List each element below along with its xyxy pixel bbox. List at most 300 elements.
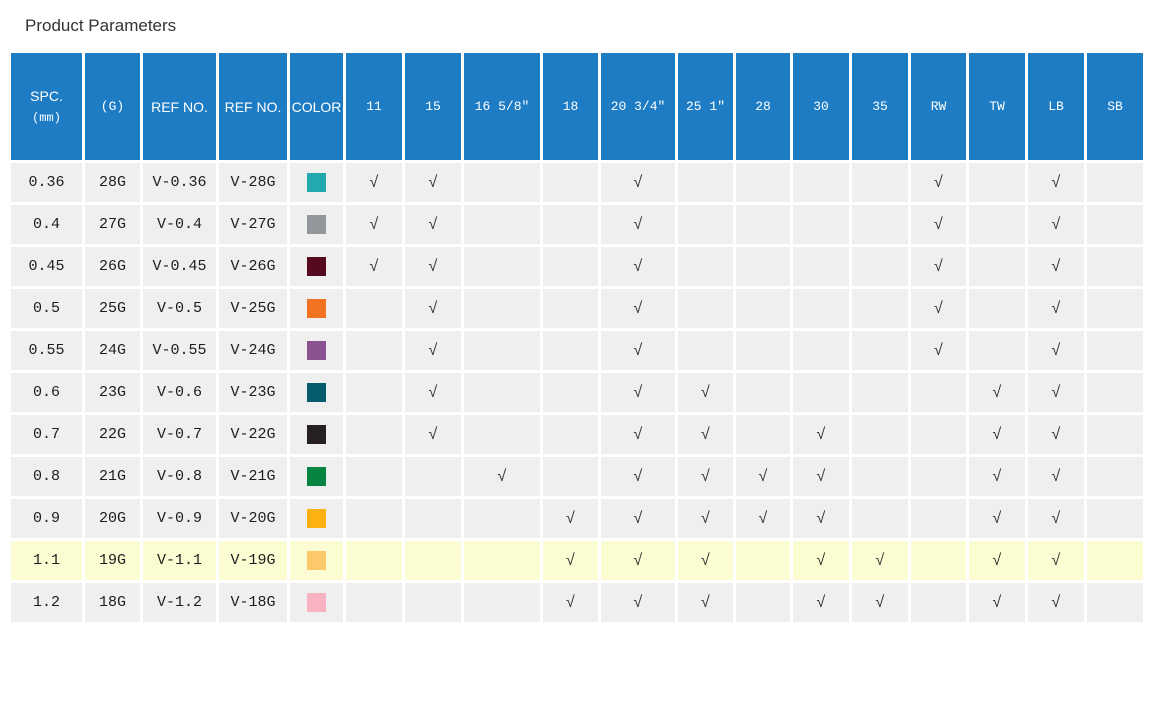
check-mark: √ [633,299,643,318]
check-cell-lb [1027,456,1086,498]
cell-ref2: V-18G [218,582,289,624]
column-header-label: 35 [872,99,888,114]
color-swatch [307,257,326,276]
cell-g: 22G [84,414,142,456]
check-cell-c11 [345,246,404,288]
column-header-sublabel: (mm) [32,111,61,125]
cell-color [289,372,345,414]
column-header-label: RW [930,99,947,114]
check-cell-c25 [677,162,735,204]
check-cell-c18 [542,288,600,330]
check-cell-c28 [735,498,792,540]
check-mark: √ [633,173,643,192]
cell-ref1: V-0.6 [142,372,218,414]
check-mark: √ [428,257,438,276]
cell-ref1: V-0.55 [142,330,218,372]
check-cell-c30 [792,288,851,330]
check-cell-rw [910,498,968,540]
cell-color [289,498,345,540]
check-cell-c28 [735,582,792,624]
check-cell-lb [1027,288,1086,330]
table-row-0.6 [10,372,1145,414]
check-mark: √ [875,551,885,570]
check-cell-c28 [735,162,792,204]
check-cell-lb [1027,372,1086,414]
table-row-0.5 [10,288,1145,330]
check-cell-c15 [404,204,463,246]
check-cell-rw [910,330,968,372]
check-cell-c35 [851,414,910,456]
check-mark: √ [1051,593,1061,612]
cell-color [289,414,345,456]
check-mark: √ [1051,425,1061,444]
column-header-c20 [600,52,677,162]
check-cell-c18 [542,330,600,372]
check-mark: √ [428,173,438,192]
check-mark: √ [428,299,438,318]
check-mark: √ [428,215,438,234]
table-row-0.4 [10,204,1145,246]
check-cell-tw [968,540,1027,582]
check-cell-tw [968,204,1027,246]
cell-ref2: V-19G [218,540,289,582]
cell-g: 26G [84,246,142,288]
check-cell-c20 [600,162,677,204]
cell-spc: 0.45 [10,246,84,288]
check-cell-c16 [463,162,542,204]
column-header-label: 20 3/4″ [610,99,666,114]
cell-ref2: V-27G [218,204,289,246]
check-cell-tw [968,372,1027,414]
page [0,16,1150,625]
check-mark: √ [875,593,885,612]
cell-color [289,288,345,330]
check-cell-c18 [542,414,600,456]
cell-color [289,456,345,498]
check-cell-lb [1027,204,1086,246]
column-header-color [289,52,345,162]
cell-g: 27G [84,204,142,246]
color-swatch [307,425,326,444]
check-cell-c20 [600,204,677,246]
check-cell-c35 [851,456,910,498]
cell-g: 18G [84,582,142,624]
check-mark: √ [633,551,643,570]
check-cell-c35 [851,288,910,330]
check-cell-sb [1086,330,1145,372]
check-mark: √ [933,215,944,234]
check-cell-c30 [792,582,851,624]
check-cell-c11 [345,582,404,624]
check-mark: √ [428,425,438,444]
check-cell-c25 [677,414,735,456]
check-cell-c15 [404,162,463,204]
cell-ref2: V-26G [218,246,289,288]
check-cell-rw [910,540,968,582]
header-row [10,52,1145,162]
check-cell-sb [1086,204,1145,246]
check-cell-c16 [463,498,542,540]
check-mark: √ [1051,551,1061,570]
color-swatch [307,341,326,360]
check-cell-sb [1086,372,1145,414]
cell-ref1: V-0.8 [142,456,218,498]
check-cell-tw [968,414,1027,456]
check-cell-tw [968,456,1027,498]
check-cell-c15 [404,414,463,456]
check-cell-c20 [600,498,677,540]
check-cell-c15 [404,330,463,372]
check-cell-lb [1027,246,1086,288]
check-mark: √ [1051,173,1061,192]
check-cell-c25 [677,372,735,414]
cell-color [289,582,345,624]
check-mark: √ [700,425,711,444]
check-cell-c16 [463,540,542,582]
check-cell-c25 [677,246,735,288]
color-swatch [307,593,326,612]
check-cell-c16 [463,288,542,330]
check-cell-rw [910,456,968,498]
check-cell-c25 [677,204,735,246]
check-cell-c35 [851,330,910,372]
check-mark: √ [1051,299,1061,318]
check-cell-c30 [792,498,851,540]
check-cell-lb [1027,414,1086,456]
cell-ref1: V-0.5 [142,288,218,330]
table-row-0.55 [10,330,1145,372]
column-header-label: 28 [755,99,771,114]
column-header-sb [1086,52,1145,162]
check-mark: √ [816,467,826,486]
column-header-c15 [404,52,463,162]
column-header-label: SPC. [30,88,63,104]
check-mark: √ [633,509,643,528]
check-cell-tw [968,330,1027,372]
check-cell-c16 [463,582,542,624]
cell-ref1: V-0.36 [142,162,218,204]
column-header-ref1 [142,52,218,162]
cell-color [289,204,345,246]
column-header-c35 [851,52,910,162]
check-mark: √ [633,593,643,612]
check-mark: √ [992,467,1002,486]
check-cell-c15 [404,288,463,330]
check-mark: √ [633,341,643,360]
check-cell-c18 [542,162,600,204]
cell-g: 21G [84,456,142,498]
table-row-0.45 [10,246,1145,288]
check-cell-c20 [600,288,677,330]
cell-spc: 0.8 [10,456,84,498]
check-cell-lb [1027,162,1086,204]
column-header-label: 11 [366,99,382,114]
cell-spc: 0.6 [10,372,84,414]
check-mark: √ [992,593,1002,612]
check-mark: √ [700,509,711,528]
check-cell-c28 [735,204,792,246]
check-cell-c25 [677,498,735,540]
check-cell-tw [968,162,1027,204]
check-cell-c30 [792,246,851,288]
check-cell-c18 [542,372,600,414]
check-mark: √ [1051,467,1061,486]
check-cell-c35 [851,540,910,582]
cell-spc: 0.4 [10,204,84,246]
check-cell-c28 [735,372,792,414]
check-cell-sb [1086,414,1145,456]
check-cell-c11 [345,204,404,246]
cell-ref2: V-25G [218,288,289,330]
cell-spc: 0.36 [10,162,84,204]
cell-ref2: V-28G [218,162,289,204]
check-mark: √ [700,383,711,402]
column-header-label: 18 [562,99,579,114]
check-cell-sb [1086,456,1145,498]
column-header-label: SB [1107,99,1123,114]
check-cell-c16 [463,246,542,288]
check-mark: √ [1051,257,1061,276]
cell-color [289,246,345,288]
cell-spc: 0.5 [10,288,84,330]
check-cell-c28 [735,246,792,288]
check-cell-rw [910,246,968,288]
check-cell-c28 [735,456,792,498]
check-mark: √ [369,257,379,276]
check-cell-sb [1086,582,1145,624]
cell-ref1: V-0.7 [142,414,218,456]
column-header-label: (G) [100,99,125,114]
cell-spc: 1.2 [10,582,84,624]
color-swatch [307,509,326,528]
check-cell-c28 [735,414,792,456]
check-cell-c28 [735,330,792,372]
check-cell-c15 [404,372,463,414]
check-mark: √ [497,467,507,486]
check-cell-c25 [677,540,735,582]
check-mark: √ [816,425,826,444]
check-cell-sb [1086,498,1145,540]
check-cell-sb [1086,246,1145,288]
check-mark: √ [992,551,1002,570]
check-cell-rw [910,372,968,414]
check-mark: √ [633,257,643,276]
cell-ref1: V-0.45 [142,246,218,288]
column-header-lb [1027,52,1086,162]
check-cell-lb [1027,582,1086,624]
check-cell-c18 [542,204,600,246]
check-cell-c16 [463,414,542,456]
check-mark: √ [992,509,1002,528]
table-row-1.1 [10,540,1145,582]
check-cell-tw [968,582,1027,624]
cell-ref1: V-0.4 [142,204,218,246]
check-cell-c11 [345,162,404,204]
check-cell-c16 [463,372,542,414]
check-cell-c16 [463,456,542,498]
check-cell-c15 [404,498,463,540]
check-mark: √ [369,173,379,192]
column-header-label: TW [989,99,1005,114]
check-cell-c30 [792,414,851,456]
check-cell-c30 [792,162,851,204]
cell-g: 24G [84,330,142,372]
check-cell-c11 [345,456,404,498]
color-swatch [307,551,326,570]
column-header-rw [910,52,968,162]
cell-ref2: V-23G [218,372,289,414]
check-cell-c16 [463,204,542,246]
table-row-0.7 [10,414,1145,456]
column-header-c30 [792,52,851,162]
check-cell-c25 [677,330,735,372]
check-cell-c18 [542,246,600,288]
check-mark: √ [428,383,438,402]
cell-ref2: V-21G [218,456,289,498]
check-cell-c11 [345,288,404,330]
cell-spc: 0.7 [10,414,84,456]
check-cell-tw [968,246,1027,288]
check-cell-c16 [463,330,542,372]
check-mark: √ [933,299,944,318]
check-cell-rw [910,162,968,204]
color-swatch [307,173,326,192]
check-mark: √ [816,509,826,528]
check-cell-c11 [345,540,404,582]
check-cell-c18 [542,582,600,624]
check-mark: √ [633,215,643,234]
check-cell-c25 [677,288,735,330]
check-cell-c20 [600,330,677,372]
check-cell-c20 [600,246,677,288]
cell-g: 23G [84,372,142,414]
check-mark: √ [700,467,711,486]
check-cell-c30 [792,456,851,498]
cell-g: 20G [84,498,142,540]
color-swatch [307,299,326,318]
check-mark: √ [758,509,768,528]
check-cell-c35 [851,372,910,414]
column-header-label: 25 1″ [685,99,725,114]
check-mark: √ [1051,215,1061,234]
check-cell-c11 [345,372,404,414]
column-header-c11 [345,52,404,162]
check-cell-c18 [542,540,600,582]
cell-ref1: V-1.1 [142,540,218,582]
check-cell-c30 [792,204,851,246]
check-cell-c30 [792,372,851,414]
check-mark: √ [700,551,711,570]
check-mark: √ [1051,509,1061,528]
column-header-c25 [677,52,735,162]
cell-color [289,330,345,372]
color-swatch [307,215,326,234]
cell-spc: 0.55 [10,330,84,372]
check-cell-rw [910,414,968,456]
page-title: Product Parameters [25,16,177,35]
check-cell-c20 [600,414,677,456]
check-cell-c25 [677,582,735,624]
column-header-g [84,52,142,162]
column-header-label: COLOR [291,98,342,115]
check-cell-rw [910,204,968,246]
check-mark: √ [1051,341,1061,360]
check-cell-c35 [851,498,910,540]
check-cell-c15 [404,540,463,582]
column-header-ref2 [218,52,289,162]
check-mark: √ [633,383,643,402]
check-cell-c20 [600,456,677,498]
check-cell-c28 [735,288,792,330]
check-cell-sb [1086,540,1145,582]
cell-spc: 0.9 [10,498,84,540]
check-cell-rw [910,582,968,624]
table-row-0.9 [10,498,1145,540]
check-cell-c20 [600,582,677,624]
check-cell-c35 [851,162,910,204]
check-mark: √ [633,467,643,486]
column-header-label: LB [1048,99,1064,114]
product-parameters-table [8,50,1146,625]
column-header-label: REF NO. [224,98,282,115]
check-cell-c18 [542,498,600,540]
check-mark: √ [992,425,1002,444]
cell-color [289,162,345,204]
column-header-label: 30 [813,99,829,114]
table-row-0.36 [10,162,1145,204]
column-header-label: 16 5/8″ [474,99,530,114]
check-mark: √ [428,341,438,360]
cell-ref2: V-20G [218,498,289,540]
check-cell-c35 [851,204,910,246]
cell-g: 19G [84,540,142,582]
cell-spc: 1.1 [10,540,84,582]
table-header [10,52,1145,162]
cell-g: 25G [84,288,142,330]
column-header-tw [968,52,1027,162]
column-header-label: 15 [425,99,441,114]
color-swatch [307,383,326,402]
table-row-0.8 [10,456,1145,498]
check-cell-c28 [735,540,792,582]
check-cell-sb [1086,162,1145,204]
check-mark: √ [933,173,944,192]
column-header-spc [10,52,84,162]
check-cell-rw [910,288,968,330]
check-cell-c35 [851,246,910,288]
check-mark: √ [369,215,379,234]
check-cell-lb [1027,498,1086,540]
check-cell-c30 [792,330,851,372]
check-mark: √ [565,593,576,612]
cell-ref2: V-22G [218,414,289,456]
check-cell-tw [968,288,1027,330]
check-cell-c25 [677,456,735,498]
color-swatch [307,467,326,486]
check-mark: √ [758,467,768,486]
cell-g: 28G [84,162,142,204]
cell-ref1: V-0.9 [142,498,218,540]
column-header-label: REF NO. [151,98,208,115]
check-cell-c11 [345,498,404,540]
check-mark: √ [1051,383,1061,402]
check-cell-c15 [404,246,463,288]
cell-ref2: V-24G [218,330,289,372]
column-header-c28 [735,52,792,162]
cell-color [289,540,345,582]
check-cell-c20 [600,372,677,414]
check-mark: √ [565,551,576,570]
